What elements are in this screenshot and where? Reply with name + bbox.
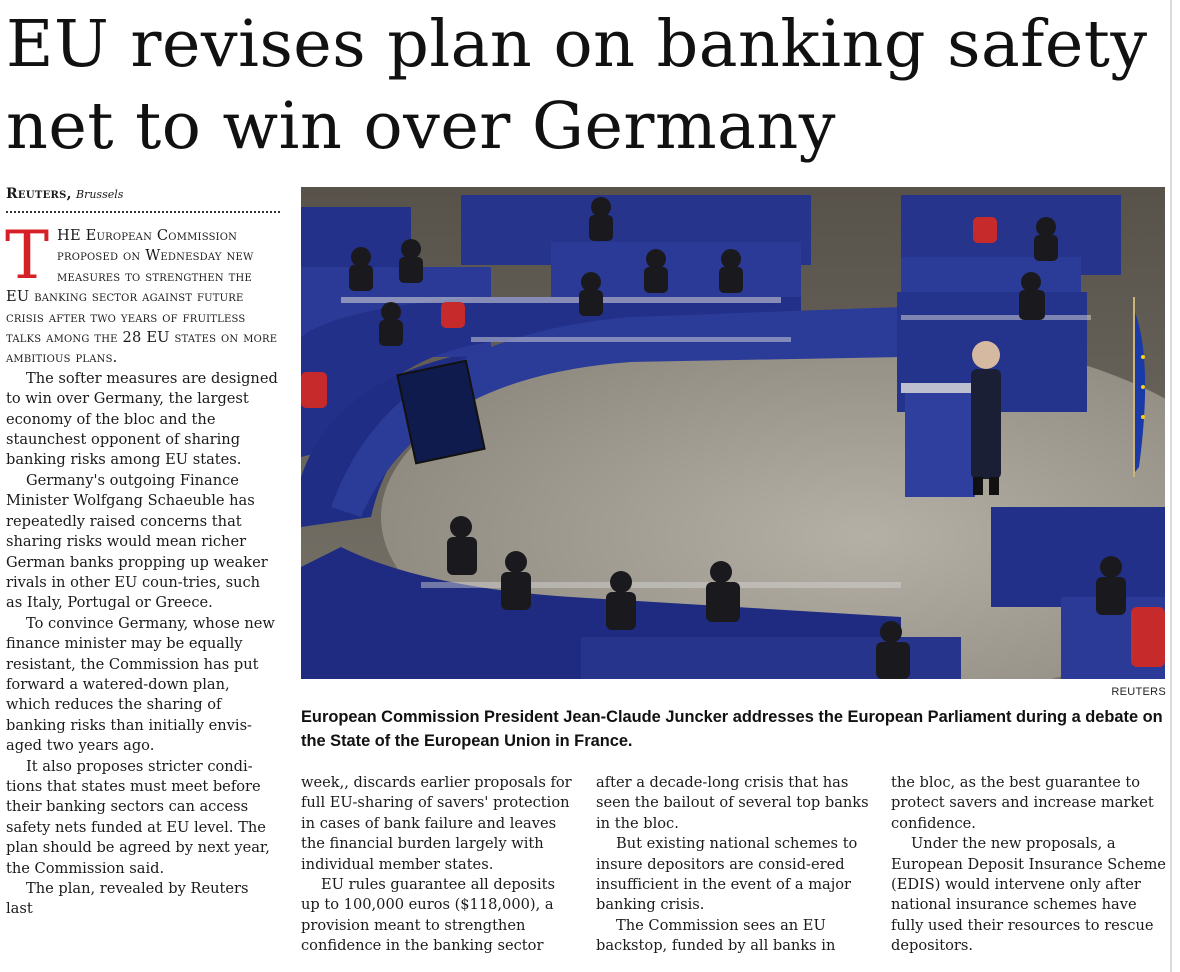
drop-cap: T [5,217,50,294]
paragraph: Under the new proposals, a European Deposit Insurance Scheme (EDIS) would intervene only after national insurance schemes have fully used their resources to rescue depositors. [891,835,1166,955]
article-column-2 [301,773,576,957]
article-column-3 [596,773,871,957]
photo-caption: European Commission President Jean-Claude Juncker addresses the European Parliament during a debate on the State of the European Union in France. [301,708,1163,750]
headline-line-2: net to win over Germany [6,89,836,164]
headline [6,4,1166,168]
paragraph: The plan, revealed by Reuters last [6,880,249,918]
paragraph-continuation: week,, discards earlier proposals for full EU-sharing of savers' protection in cases of bank failure and leaves the financial burden largely with individual member states. [301,774,572,873]
headline-line-1: EU revises plan on banking safety [6,7,1148,82]
article-column-1 [5,217,278,920]
paragraph: EU rules guarantee all deposits up to 100,000 euros ($118,000), a provision meant to strengthen confidence in the banking sector [301,876,555,955]
paragraph: But existing national schemes to insure depositors are consid-ered insufficient in the event of a major banking crisis. [596,835,858,914]
lead-text: HE European Commission proposed on Wednesday new measures to strengthen the EU banking sector against future crisis after two years of fruitless talks among the 28 EU states on more ambitious plans. [6,227,278,367]
paragraph-continuation: after a decade-long crisis that has seen the bailout of several top banks in the bloc. [596,774,869,832]
paragraph: The softer measures are designed to win over Germany, the largest economy of the bloc and the staunchest opponent of sharing banking risks among EU states. [6,369,278,469]
parliament-photo-illustration [301,187,1165,679]
byline-divider [6,211,280,213]
paragraph-continuation: the bloc, as the best guarantee to protect savers and increase market confidence. [891,774,1154,832]
paragraph: To convince Germany, whose new finance minister may be equally resistant, the Commission has put forward a watered-down plan, which reduces the sharing of banking risks than initially envis-aged two years ago. [6,614,275,755]
article-column-4 [891,773,1166,957]
paragraph: Germany's outgoing Finance Minister Wolfgang Schaeuble has repeatedly raised concerns that sharing risks would mean richer German banks propping up weaker rivals in other EU coun-tries, such as Italy, Portugal or Greece. [6,471,268,612]
paragraph: The Commission sees an EU backstop, funded by all banks in [596,916,836,955]
byline-agency: Reuters, [6,186,72,202]
byline [6,184,281,205]
byline-city: Brussels [76,188,124,201]
paragraph: It also proposes stricter condi-tions that states must meet before their banking sectors can access safety nets funded at EU level. The plan should be agreed by next year, the Commission said. [6,757,270,877]
page-edge [1170,0,1172,972]
lead-paragraph [5,217,278,369]
parliament-photo [301,187,1165,679]
photo-credit: REUTERS [1111,686,1166,698]
